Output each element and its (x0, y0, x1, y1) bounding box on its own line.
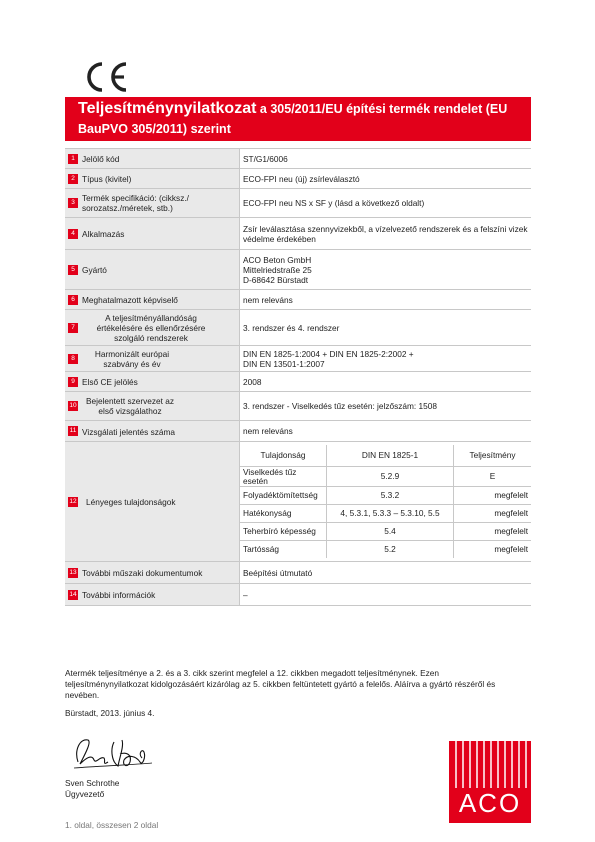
declaration-table (65, 148, 531, 606)
row-number: 14 (69, 590, 77, 598)
row-number: 9 (68, 377, 78, 387)
row-number: 13 (69, 568, 77, 576)
table-row (65, 218, 531, 250)
performance-cell: E (454, 467, 532, 487)
row-number: 7 (68, 323, 78, 333)
row-number: 12 (69, 497, 77, 505)
property-cell: Hatékonyság (240, 505, 327, 523)
row-label: Típus (kivitel) (82, 173, 132, 184)
header-property: Tulajdonság (240, 445, 327, 467)
row-number: 1 (68, 154, 78, 164)
sub-table-row (240, 541, 531, 559)
sub-table-row (240, 487, 531, 505)
row-label: Vizsgálati jelentés száma (82, 426, 176, 437)
logo-text: ACO (458, 788, 522, 818)
table-row (65, 169, 531, 189)
table-row (65, 189, 531, 218)
row-value: Zsír leválasztása szennyvizekből, a vízelvezető rendszerek és a felszíni vizek védelme érdekében (240, 218, 532, 250)
row-number: 5 (68, 265, 78, 275)
table-row (65, 290, 531, 310)
row-number: 11 (69, 427, 77, 435)
row-label: Jelölő kód (82, 153, 120, 164)
standard-cell: 5.2.9 (327, 467, 454, 487)
row-value: nem releváns (240, 290, 532, 310)
declaration-footer-text: Atermék teljesítménye a 2. és a 3. cikk szerint megfelel a 12. cikkben megadott teljesítménynek. Ezen teljesítménynyilatkozat kidolgozásáért kizárólag az 5. cikkben feltüntetett gyártó a felelős. Aláírva a gyártó részéről és nevében. (65, 668, 496, 700)
row-value: ST/G1/6006 (240, 149, 532, 169)
title-banner (65, 97, 531, 141)
row-label: Alkalmazás (82, 228, 125, 239)
property-cell: Teherbíró képesség (240, 523, 327, 541)
row-value: – (240, 584, 532, 606)
table-row (65, 149, 531, 169)
row-label: További műszaki dokumentumok (82, 567, 203, 578)
signature-image (70, 732, 155, 772)
row-number: 8 (68, 354, 78, 364)
essential-characteristics-row (65, 442, 531, 562)
performance-cell: megfelelt (454, 523, 532, 541)
row-value: 3. rendszer - Viselkedés tűz esetén: jelzőszám: 1508 (240, 392, 532, 421)
title-line2: BauPVO 305/2011) szerint (78, 122, 231, 136)
header-standard: DIN EN 1825-1 (327, 445, 454, 467)
row-label: A teljesítményállandóság értékelésére és ellenőrzésére szolgáló rendszerek (96, 312, 206, 343)
header-performance: Teljesítmény (454, 445, 532, 467)
row-number: 2 (68, 174, 78, 184)
row-label: Első CE jelölés (82, 376, 138, 387)
property-cell: Folyadéktömítettség (240, 487, 327, 505)
table-row (65, 392, 531, 421)
row-number: 6 (68, 295, 78, 305)
sub-table-row (240, 523, 531, 541)
signer-name: Sven Schrothe (65, 778, 120, 788)
ce-mark (82, 60, 132, 94)
table-row (65, 562, 531, 584)
sub-table-header (240, 445, 531, 467)
row-label: Termék specifikáció: (cikksz./ sorozatsz./méretek, stb.) (82, 193, 189, 213)
signer-block (65, 778, 119, 800)
table-row (65, 310, 531, 346)
performance-cell: megfelelt (454, 505, 532, 523)
aco-logo (449, 741, 531, 823)
essential-characteristics-table (240, 445, 531, 559)
performance-cell: megfelelt (454, 487, 532, 505)
table-row (65, 372, 531, 392)
signer-role: Ügyvezető (65, 789, 105, 799)
property-cell: Viselkedés tűz esetén (240, 467, 327, 487)
row-value: ACO Beton GmbH Mittelriedstraße 25 D-68642 Bürstadt (240, 250, 532, 290)
row-label: Meghatalmazott képviselő (82, 294, 178, 305)
title-suffix: a 305/2011/EU építési termék rendelet (EU (256, 102, 508, 116)
row-number: 10 (69, 402, 77, 409)
standard-cell: 4, 5.3.1, 5.3.3 – 5.3.10, 5.5 (327, 505, 454, 523)
standard-cell: 5.3.2 (327, 487, 454, 505)
row-label: Gyártó (82, 264, 107, 275)
row-label: További információk (82, 589, 156, 600)
row-label: Lényeges tulajdonságok (86, 496, 176, 507)
row-value: DIN EN 1825-1:2004 + DIN EN 1825-2:2002 + DIN EN 13501-1:2007 (240, 346, 532, 372)
property-cell: Tartósság (240, 541, 327, 559)
row-value: 3. rendszer és 4. rendszer (240, 310, 532, 346)
page-number: 1. oldal, összesen 2 oldal (65, 820, 159, 830)
row-label: Bejelentett szervezet az első vizsgálathoz (85, 396, 175, 416)
row-value: 2008 (240, 372, 532, 392)
performance-cell: megfelelt (454, 541, 532, 559)
table-row (65, 250, 531, 290)
title-main: Teljesítménynyilatkozat (78, 100, 257, 117)
standard-cell: 5.4 (327, 523, 454, 541)
row-label: Harmonizált európai szabvány és év (94, 348, 170, 369)
standard-cell: 5.2 (327, 541, 454, 559)
row-value: ECO-FPI neu NS x SF y (lásd a következő oldalt) (240, 189, 532, 218)
row-value: Beépítési útmutató (240, 562, 532, 584)
table-row (65, 421, 531, 442)
row-number: 4 (68, 229, 78, 239)
table-row (65, 346, 531, 372)
table-row (65, 584, 531, 606)
sub-table-row (240, 505, 531, 523)
row-number: 3 (68, 198, 78, 208)
sub-table-row (240, 467, 531, 487)
row-value: ECO-FPI neu (új) zsírleválasztó (240, 169, 532, 189)
signature-date: Bürstadt, 2013. június 4. (65, 708, 155, 718)
row-value: nem releváns (240, 421, 532, 442)
